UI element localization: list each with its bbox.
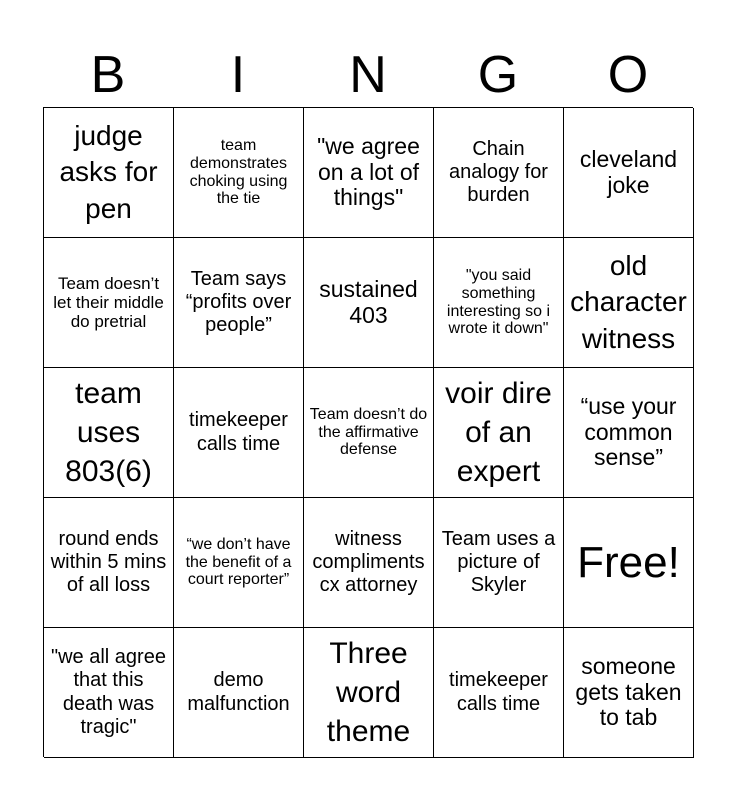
bingo-cell[interactable] <box>304 628 434 758</box>
cell-text: voir dire of an expert <box>445 377 552 488</box>
free-space[interactable] <box>564 498 694 628</box>
cell-text: Three word theme <box>326 637 411 748</box>
bingo-board <box>43 107 693 757</box>
bingo-cell[interactable] <box>174 628 304 758</box>
bingo-cell[interactable] <box>44 368 174 498</box>
cell-text: Free! <box>577 537 680 587</box>
bingo-cell[interactable] <box>304 238 434 368</box>
header-letter-n: N <box>349 46 387 104</box>
cell-text: cleveland joke <box>579 145 678 198</box>
cell-text: “use your common sense” <box>580 392 677 471</box>
cell-text: timekeeper calls time <box>189 409 288 455</box>
bingo-cell[interactable] <box>44 498 174 628</box>
bingo-cell[interactable] <box>174 238 304 368</box>
bingo-header <box>43 44 693 106</box>
bingo-cell[interactable] <box>434 108 564 238</box>
cell-text: Team doesn’t do the affirmative defense <box>309 405 428 459</box>
bingo-cell[interactable] <box>174 108 304 238</box>
cell-text: sustained 403 <box>319 275 418 328</box>
cell-text: someone gets taken to tab <box>575 652 682 731</box>
header-letter-b: B <box>90 46 126 104</box>
bingo-cell[interactable] <box>434 368 564 498</box>
cell-text: witness compliments cx attorney <box>312 527 425 597</box>
cell-text: demo malfunction <box>187 669 290 715</box>
cell-text: "we all agree that this death was tragic" <box>51 646 166 738</box>
bingo-cell[interactable] <box>434 628 564 758</box>
bingo-cell[interactable] <box>304 368 434 498</box>
cell-text: round ends within 5 mins of all loss <box>50 527 167 597</box>
cell-text: judge asks for pen <box>59 119 158 224</box>
bingo-cell[interactable] <box>564 628 694 758</box>
bingo-cell[interactable] <box>434 238 564 368</box>
cell-text: Team doesn’t let their middle do pretrial <box>53 273 164 332</box>
cell-text: timekeeper calls time <box>449 669 548 715</box>
cell-text: old character witness <box>570 249 687 354</box>
bingo-cell[interactable] <box>44 628 174 758</box>
cell-text: team uses 803(6) <box>65 377 152 488</box>
cell-text: team demonstrates choking using the tie <box>189 136 288 208</box>
cell-text: “we don’t have the benefit of a court reporter” <box>185 535 292 589</box>
cell-text: Chain analogy for burden <box>449 137 548 207</box>
header-letter-o: O <box>607 46 649 104</box>
header-letter-i: I <box>230 46 246 104</box>
bingo-cell[interactable] <box>304 498 434 628</box>
bingo-cell[interactable] <box>434 498 564 628</box>
cell-text: Team uses a picture of Skyler <box>441 527 556 597</box>
bingo-cell[interactable] <box>44 238 174 368</box>
bingo-cell[interactable] <box>564 238 694 368</box>
cell-text: "you said something interesting so i wrote it down" <box>446 266 551 338</box>
cell-text: Team says “profits over people” <box>185 267 292 337</box>
bingo-cell[interactable] <box>174 368 304 498</box>
bingo-cell[interactable] <box>304 108 434 238</box>
bingo-cell[interactable] <box>174 498 304 628</box>
bingo-cell[interactable] <box>44 108 174 238</box>
cell-text: "we agree on a lot of things" <box>317 132 420 211</box>
header-letter-g: G <box>477 46 519 104</box>
bingo-cell[interactable] <box>564 108 694 238</box>
bingo-cell[interactable] <box>564 368 694 498</box>
